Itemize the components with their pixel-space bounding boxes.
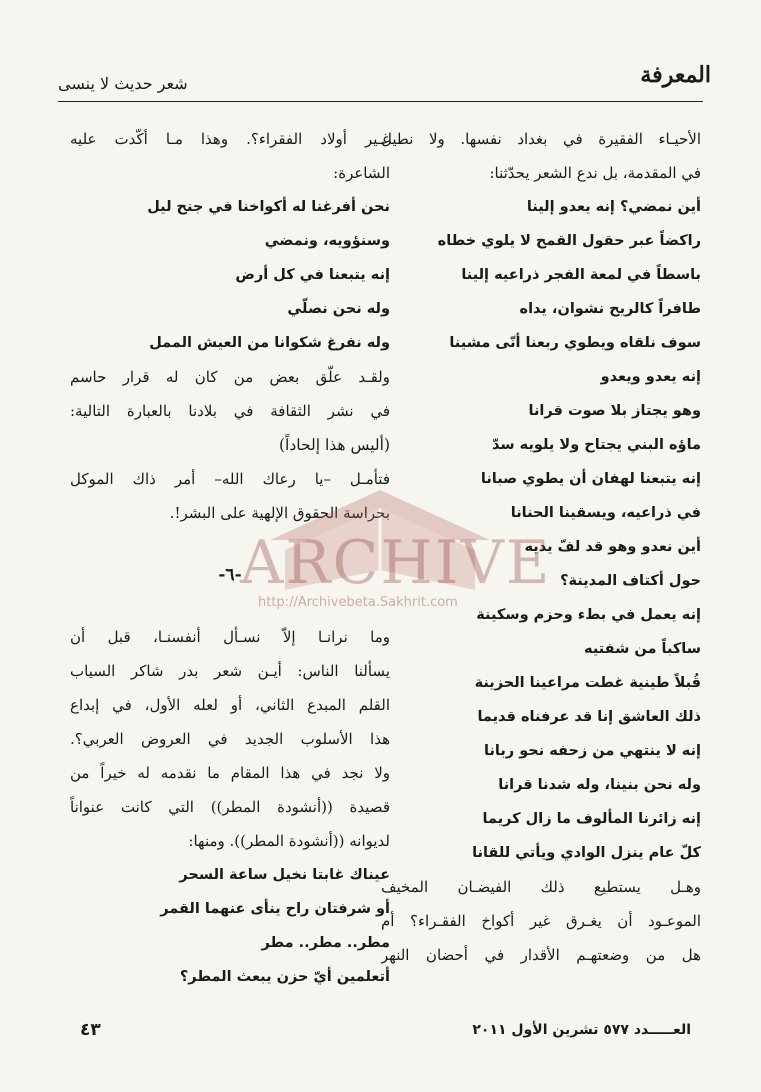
text-line: الأحيـاء الفقيرة في بغداد نفسها. ولا نطيل <box>381 130 701 148</box>
text-line: فتأمـل –يا رعاك الله– أمر ذاك الموكل <box>70 470 390 488</box>
poem-line: وله نفرغ شكوانا من العيش الممل <box>149 335 390 351</box>
text-line: ولقـد علّق بعض من كان له قرار حاسم <box>70 368 390 386</box>
poem-line: وهو يجتاز بلا صوت قرانا <box>528 403 701 419</box>
text-line: بحراسة الحقوق الإلهية على البشر!. <box>169 504 390 522</box>
poem-line: باسطاً في لمعة الفجر ذراعيه إلينا <box>461 267 701 283</box>
poem-line: أين نعدو وهو قد لفّ يديه <box>524 539 701 555</box>
page-number: ٤٣ <box>80 1020 101 1040</box>
text-line: الشاعرة: <box>333 164 390 182</box>
text-line: غـير أولاد الفقراء؟. وهذا مـا أكّدت عليه <box>70 130 390 148</box>
poem-line: إنه يعمل في بطء وحزم وسكينة <box>476 607 701 623</box>
poem-line: إنه يعدو ويعدو <box>600 369 701 385</box>
poem-line: سوف نلقاه ويطوي ربعنا أنّى مشينا <box>449 335 701 351</box>
watermark-title: ARCHIVE <box>240 528 552 598</box>
poem-line: طافراً كالريح نشوان، يداه <box>519 301 701 317</box>
text-line: هل من وضعتهـم الأقدار في أحضان النهر <box>381 946 701 964</box>
text-line: (أليس هذا إلحاداً) <box>279 436 390 454</box>
poem-line: إنه زائرنا المألوف ما زال كريما <box>482 811 701 827</box>
text-line: ولا نجد في هذا المقام ما نقدمه له خيراً من <box>70 764 390 782</box>
poem-line: وله نحن بنينا، وله شدنا قرانا <box>498 777 701 793</box>
poem-line: راكضاً عبر حقول القمح لا يلوي خطاه <box>437 233 701 249</box>
poem-line: حول أكتاف المدينة؟ <box>560 573 701 589</box>
poem-line: وله نحن نصلّي <box>287 301 390 317</box>
poem-line: مطر.. مطر.. مطر <box>261 935 390 951</box>
header-rule <box>58 101 703 102</box>
text-line: لديوانه ((أنشودة المطر)). ومنها: <box>188 832 390 850</box>
poem-line: في ذراعيه، ويسقينا الحنانا <box>510 505 701 521</box>
poem-line: ذلك العاشق إنا قد عرفناه قديما <box>477 709 701 725</box>
poem-line: كلّ عام ينزل الوادي ويأتي للقانا <box>472 845 701 861</box>
text-line: القلم المبدع الثاني، أو لعله الأول، في إبداع <box>70 696 390 714</box>
issue-info: العـــــدد ٥٧٧ تشرين الأول ٢٠١١ <box>472 1022 691 1038</box>
poem-line: أتعلمين أيّ حزن يبعث المطر؟ <box>179 969 390 985</box>
running-title: شعر حديث لا ينسى <box>58 74 188 93</box>
poem-line: قُبلاً طينية غطت مراعينا الحزينة <box>474 675 701 691</box>
section-number: -٦- <box>218 565 242 585</box>
text-line: هذا الأسلوب الجديد في العروض العربي؟. <box>70 730 390 748</box>
poem-line: أو شرفتان راح ينأى عنهما القمر <box>160 901 390 917</box>
watermark-url: http://Archivebeta.Sakhrit.com <box>258 595 458 610</box>
text-line: في نشر الثقافة في بلادنا بالعبارة التالية: <box>70 402 390 420</box>
poem-line: نحن أفرغنا له أكواخنا في جنح ليل <box>147 199 390 215</box>
poem-line: إنه لا ينتهي من زحفه نحو ربانا <box>484 743 701 759</box>
text-line: يسألنا الناس: أيـن شعر بدر شاكر السياب <box>70 662 390 680</box>
text-line: قصيدة ((أنشودة المطر)) التي كانت عنواناً <box>70 798 390 816</box>
poem-line: ساكباً من شفتيه <box>584 641 701 657</box>
poem-line: إنه يتبعنا لهفان أن يطوي صبانا <box>480 471 701 487</box>
poem-line: إنه يتبعنا في كل أرض <box>235 267 390 283</box>
page-header <box>50 62 711 96</box>
text-line: وما نرانـا إلاّ نسـأل أنفسنـا، قبل أن <box>70 628 390 646</box>
text-line: في المقدمة، بل ندع الشعر يحدّثنا: <box>489 164 701 182</box>
poem-line: وسنؤويه، ونمضي <box>264 233 390 249</box>
poem-line: ماؤه البني يجتاح ولا يلويه سدّ <box>491 437 701 453</box>
poem-line: أين نمضي؟ إنه يعدو إلينا <box>526 199 701 215</box>
text-line: وهـل يستطيع ذلك الفيضـان المخيف <box>381 878 701 896</box>
page-footer <box>70 1018 691 1048</box>
magazine-logo: المعرفة <box>640 62 711 88</box>
text-line: الموعـود أن يغـرق غير أكواخ الفقـراء؟ أم <box>381 912 701 930</box>
poem-line: عيناك غابتا نخيل ساعة السحر <box>179 867 390 883</box>
